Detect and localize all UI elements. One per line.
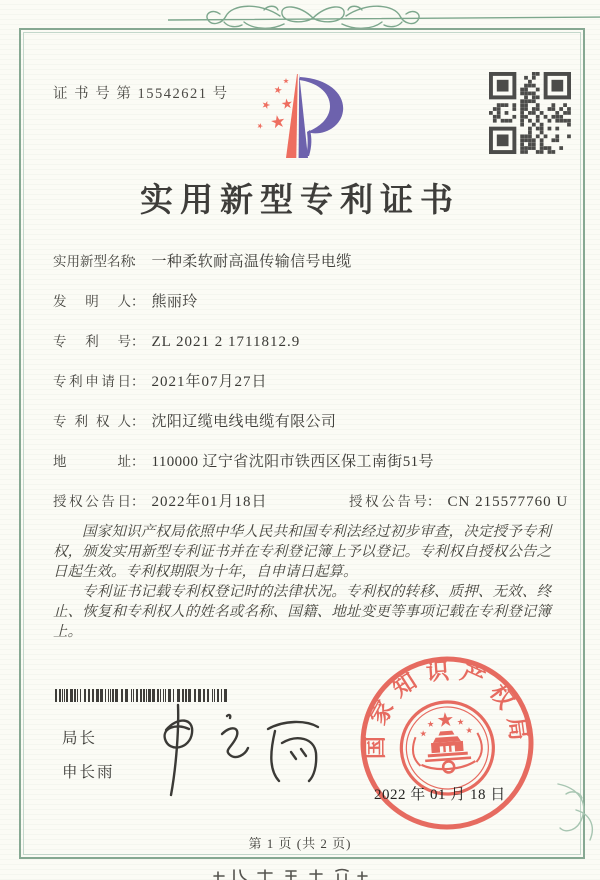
page-number: 第 1 页 (共 2 页) <box>248 836 352 851</box>
cnipa-red-seal <box>356 652 538 834</box>
field-colon: ： <box>131 254 145 269</box>
field-label: 地址 <box>53 454 131 469</box>
field-label: 发明人 <box>53 294 131 309</box>
field-label: 专利申请日 <box>53 374 131 389</box>
field-label: 授权公告号 <box>349 494 427 509</box>
cropped-text-fragment <box>212 867 372 880</box>
field-label: 授权公告日 <box>53 494 131 509</box>
field-colon: ： <box>131 334 145 349</box>
seal-date: 2022 年 01 月 18 日 <box>374 787 506 803</box>
field-colon: ： <box>131 494 145 509</box>
field-colon: ： <box>131 454 145 469</box>
field-value-grant-no: CN 215577760 U <box>447 494 569 510</box>
legal-paragraph-1: 国家知识产权局依照中华人民共和国专利法经过初步审查，决定授予专利权，颁发实用新型专利证书并在专利登记簿上予以登记。专利权自授权公告之日起生效。专利权期限为十年，自申请日起算。 <box>53 524 551 580</box>
field-label: 专利权人 <box>53 414 131 429</box>
field-row-patentee <box>53 413 558 431</box>
field-value-address: 110000 辽宁省沈阳市铁西区保工南街51号 <box>151 454 434 470</box>
field-value-filing-date: 2021年07月27日 <box>151 374 268 390</box>
officer-title: 局长 <box>62 730 98 747</box>
field-row-name <box>53 253 558 271</box>
director-signature <box>132 700 332 800</box>
field-value-inventor: 熊丽玲 <box>151 294 198 310</box>
certificate-title: 实用新型专利证书 <box>140 183 460 219</box>
field-value-patentee: 沈阳辽缆电线电缆有限公司 <box>151 414 337 430</box>
officer-name: 申长雨 <box>62 764 115 781</box>
field-row-address <box>53 453 558 471</box>
field-colon: ： <box>131 414 145 429</box>
field-row-grant <box>53 493 569 511</box>
field-colon: ： <box>131 374 145 389</box>
field-row-inventor <box>53 293 558 311</box>
field-list <box>53 253 569 533</box>
qr-code <box>489 72 571 154</box>
cnipa-logo-icon <box>250 66 352 166</box>
field-label: 专利号 <box>53 334 131 349</box>
field-colon: ： <box>427 494 441 509</box>
field-colon: ： <box>131 294 145 309</box>
field-value-utility-model-name: 一种柔软耐高温传输信号电缆 <box>151 254 352 270</box>
seal-text: 国家知识产权局 <box>362 657 533 760</box>
certificate-number: 证 书 号 第 15542621 号 <box>53 86 229 102</box>
legal-paragraph-2: 专利证书记载专利权登记时的法律状况。专利权的转移、质押、无效、终止、恢复和专利权人的姓名或名称、国籍、地址变更等事项记载在专利登记簿上。 <box>53 584 551 640</box>
field-value-grant-date: 2022年01月18日 <box>151 494 268 510</box>
logo-stars <box>256 78 292 129</box>
field-value-patent-no: ZL 2021 2 1711812.9 <box>151 334 301 350</box>
field-row-patent-no <box>53 333 558 351</box>
field-label: 实用新型名称 <box>53 254 134 269</box>
field-row-filing-date <box>53 373 558 391</box>
legal-text <box>53 522 551 642</box>
